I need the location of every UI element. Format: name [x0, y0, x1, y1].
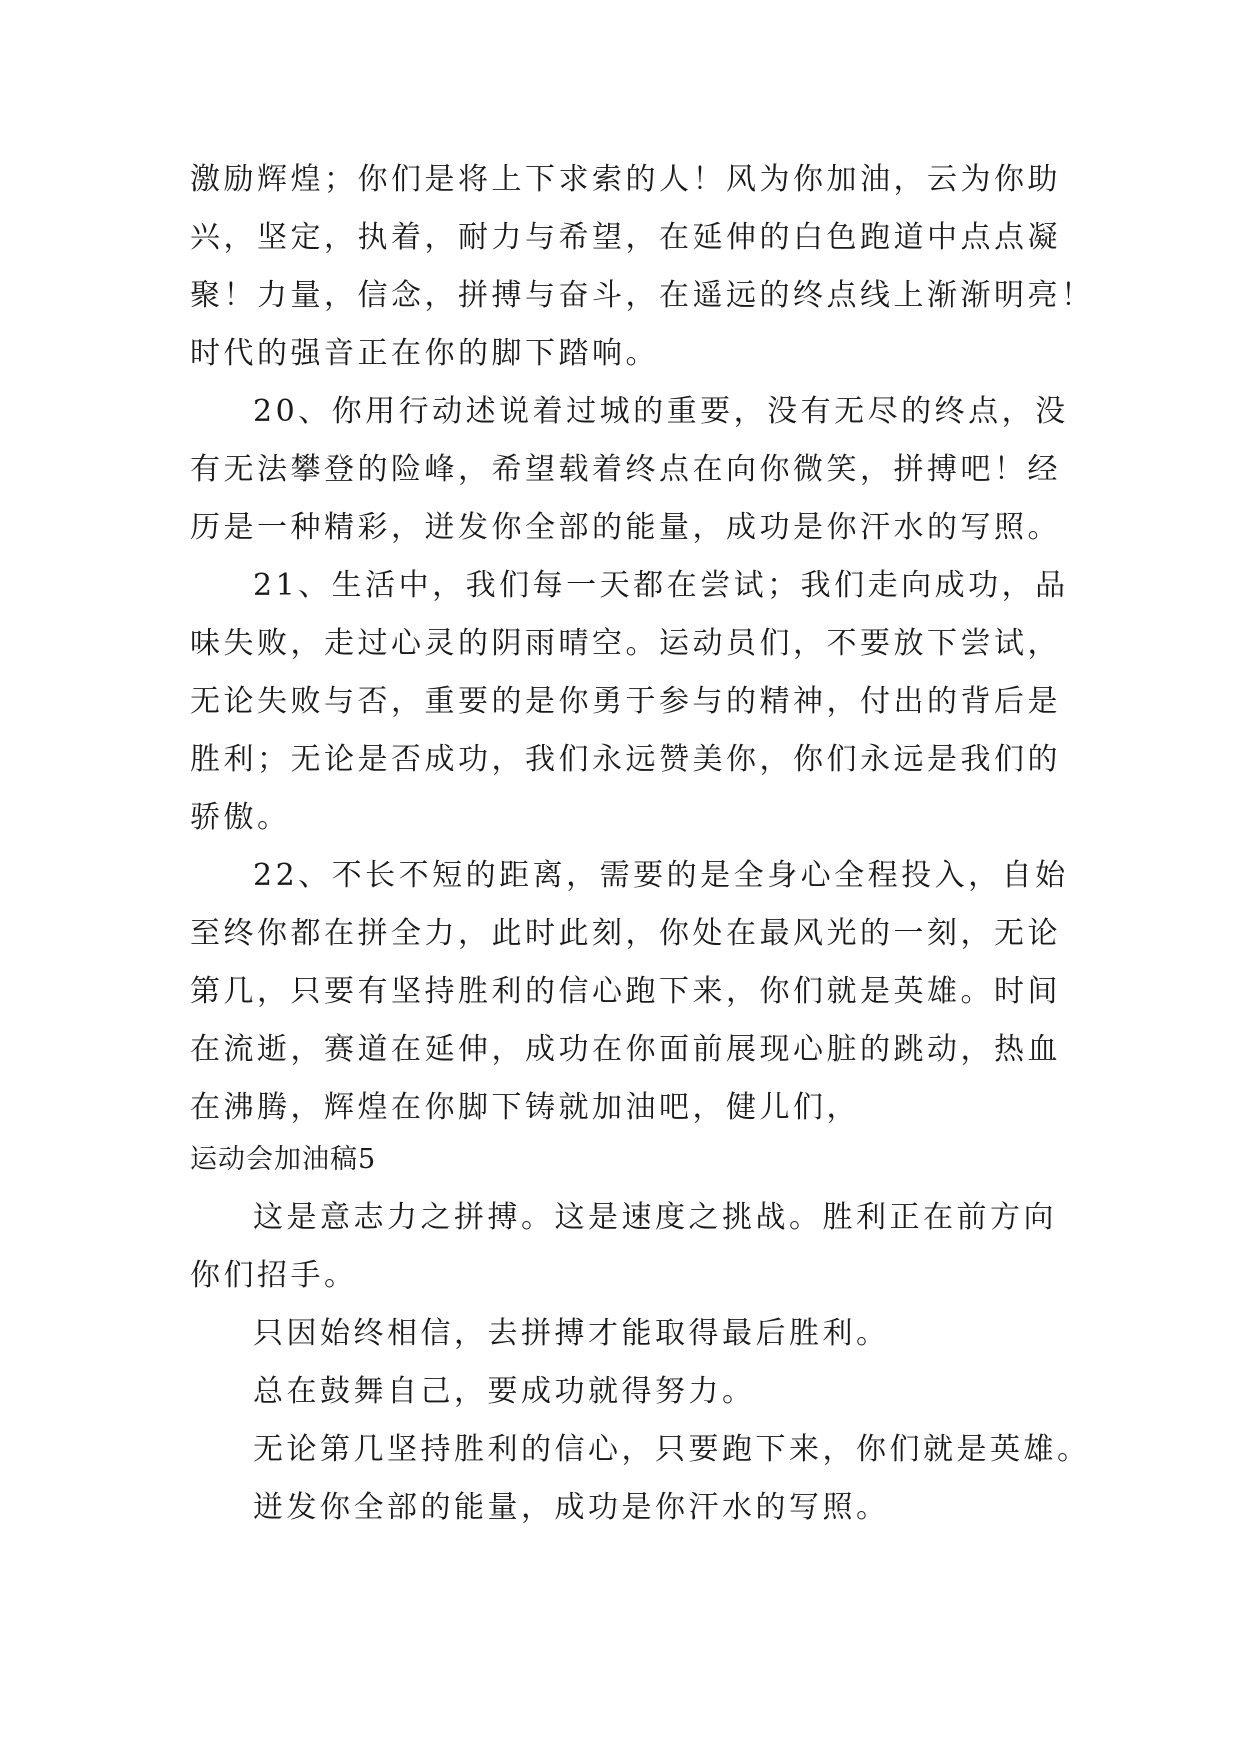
paragraph-19-line-3: 聚！力量，信念，拼搏与奋斗，在遥远的终点线上渐渐明亮！	[190, 278, 1095, 313]
cheer-line-2: 总在鼓舞自己，要成功就得努力。	[253, 1374, 756, 1409]
paragraph-5-line-2: 你们招手。	[190, 1258, 358, 1293]
paragraph-21-line-5: 骄傲。	[190, 800, 291, 835]
paragraph-21-line-4: 胜利；无论是否成功，我们永远赞美你，你们永远是我们的	[190, 742, 1061, 777]
paragraph-20-line-3: 历是一种精彩，迸发你全部的能量，成功是你汗水的写照。	[190, 510, 1061, 545]
paragraph-19-line-1: 激励辉煌；你们是将上下求索的人！风为你加油，云为你助	[190, 162, 1061, 197]
paragraph-20-line-1: 20、你用行动述说着过城的重要，没有无尽的终点，没	[253, 394, 1069, 429]
paragraph-19-line-2: 兴，坚定，执着，耐力与希望，在延伸的白色跑道中点点凝	[190, 220, 1061, 255]
paragraph-22-line-3: 第几，只要有坚持胜利的信心跑下来，你们就是英雄。时间	[190, 974, 1061, 1009]
paragraph-21-line-3: 无论失败与否，重要的是你勇于参与的精神，付出的背后是	[190, 684, 1061, 719]
paragraph-22-line-5: 在沸腾，辉煌在你脚下铸就加油吧，健儿们，	[190, 1090, 860, 1125]
paragraph-21-line-2: 味失败，走过心灵的阴雨晴空。运动员们，不要放下尝试，	[190, 626, 1061, 661]
paragraph-21-line-1: 21、生活中，我们每一天都在尝试；我们走向成功，品	[253, 568, 1069, 603]
paragraph-19-line-4: 时代的强音正在你的脚下踏响。	[190, 336, 659, 371]
cheer-line-4: 迸发你全部的能量，成功是你汗水的写照。	[253, 1490, 890, 1525]
paragraph-22-line-1: 22、不长不短的距离，需要的是全身心全程投入，自始	[253, 858, 1069, 893]
paragraph-22-line-2: 至终你都在拼全力，此时此刻，你处在最风光的一刻，无论	[190, 916, 1061, 951]
paragraph-5-line-1: 这是意志力之拼搏。这是速度之挑战。胜利正在前方向	[253, 1200, 1057, 1235]
cheer-line-1: 只因始终相信，去拼搏才能取得最后胜利。	[253, 1316, 890, 1351]
section-heading: 运动会加油稿5	[190, 1144, 377, 1175]
paragraph-22-line-4: 在流逝，赛道在延伸，成功在你面前展现心脏的跳动，热血	[190, 1032, 1061, 1067]
paragraph-20-line-2: 有无法攀登的险峰，希望载着终点在向你微笑，拼搏吧！经	[190, 452, 1061, 487]
cheer-line-3: 无论第几坚持胜利的信心，只要跑下来，你们就是英雄。	[253, 1432, 1091, 1467]
